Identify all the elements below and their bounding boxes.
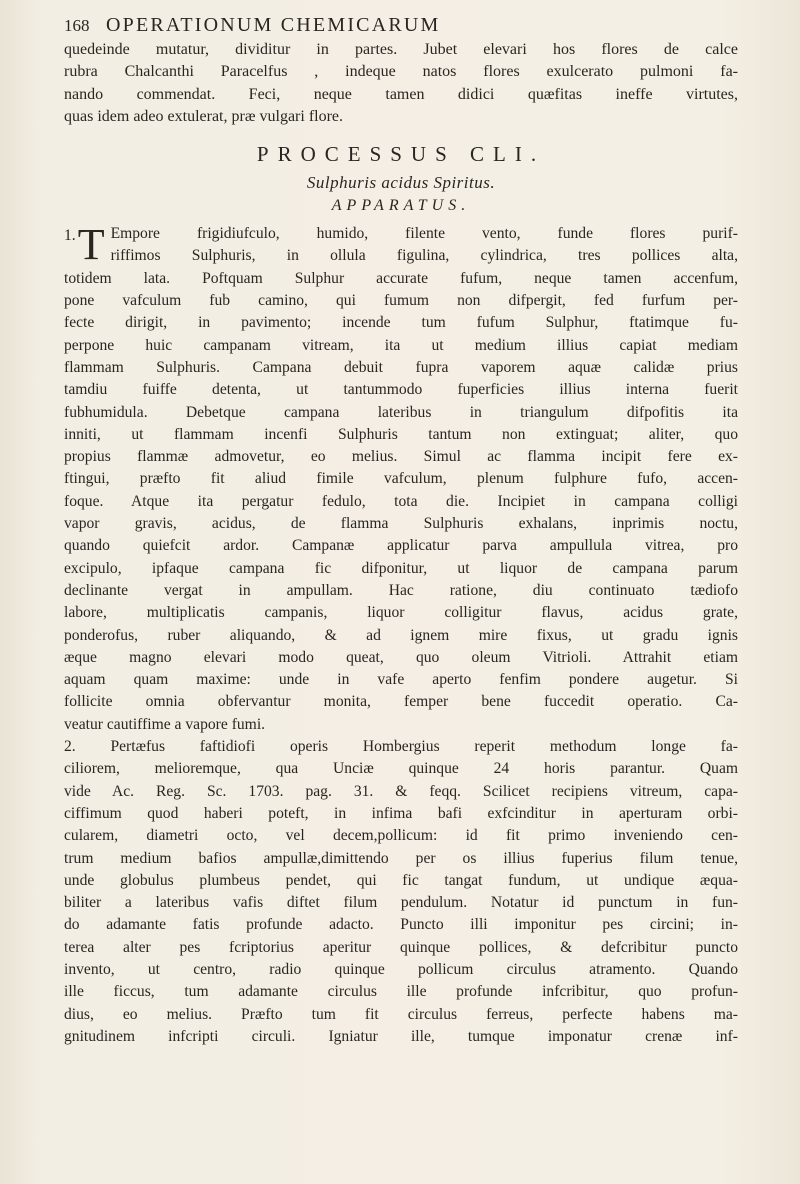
drop-cap: T (77, 220, 105, 270)
text-line: riffimos Sulphuris, in ollula figulina, cylindrica, tres pollices alta, (110, 247, 738, 265)
text-line: do adamante fatis profunde adacto. Puncto illi imponitur pes circini; in- (64, 916, 738, 934)
text-line: fubhumidula. Debetque campana lateribus in triangulum difpofitis ita (64, 403, 738, 421)
text-line: pone vafculum fub camino, qui fumum non difpergit, fed furfum per- (64, 292, 738, 310)
text-line: 2. Pertæfus faftidiofi operis Hombergius reperit methodum longe fa- (64, 738, 738, 756)
process-subtitle: Sulphuris acidus Spiritus. (306, 173, 496, 193)
text-line: totidem lata. Poftquam Sulphur accurate fufum, neque tamen accenfum, (64, 269, 738, 287)
text-line: quando quiefcit ardor. Campanæ applicatur parva ampullula vitrea, pro (64, 537, 738, 555)
text-line: rubra Chalcanthi Paracelfus , indeque natos flores exulcerato pulmoni fa- (64, 63, 738, 81)
apparatus-heading: APPARATUS. (331, 197, 471, 215)
text-line: dius, eo melius. Præfto tum fit circulus ferreus, perfecte habens ma- (64, 1005, 738, 1023)
text-line: perpone huic campanam vitream, ita ut medium illius capiat mediam (64, 336, 738, 354)
text-line: invento, ut centro, radio quinque pollicum circulus atramento. Quando (64, 960, 738, 978)
text-line: veatur cautiffime a vapore fumi. (64, 715, 266, 733)
text-line: biliter a lateribus vafis diftet filum pendulum. Notatur id punctum in fun- (64, 894, 738, 912)
page-number: 168 (64, 16, 90, 35)
section-1 (64, 220, 738, 738)
running-head (64, 14, 738, 37)
text-line: Empore frigidiufculo, humido, filente vento, funde flores purif- (110, 225, 738, 243)
intro-paragraph (64, 41, 738, 130)
text-line: æque magno elevari modo queat, quo oleum Vitrioli. Attrahit etiam (64, 648, 738, 666)
section-number: 1. (64, 227, 76, 245)
text-line: flammam Sulphuris. Campana debuit fupra vaporem aquæ calidæ prius (64, 358, 738, 376)
process-title: PROCESSUS CLI. (256, 142, 546, 167)
section-2 (64, 738, 738, 1050)
text-line: declinante vergat in ampullam. Hac ratione, diu continuato tædiofo (64, 581, 738, 599)
text-line: ftingui, præfto fit aliud fimile vafculum, plenum fulphure fufo, accen- (64, 470, 738, 488)
text-line: trum medium bafios ampullæ,dimittendo per os illius fuperius filum tenue, (64, 849, 738, 867)
text-line: ille ficcus, tum adamante circulus ille profunde infcribitur, quo profun- (64, 983, 738, 1001)
running-title: OPERATIONUM CHEMICARUM (106, 14, 441, 36)
text-line: cularem, diametri octo, vel decem,pollicum: id fit primo inveniendo cen- (64, 827, 738, 845)
text-line: gnitudinem infcripti circuli. Igniatur ille, tumque imponatur crenæ inf- (64, 1027, 738, 1045)
text-line: vapor gravis, acidus, de flamma Sulphuris exhalans, inprimis noctu, (64, 515, 738, 533)
text-line: ponderofus, ruber aliquando, & ad ignem mire fixus, ut gradu ignis (64, 626, 738, 644)
text-line: nando commendat. Feci, neque tamen didici quæfitas ineffe virtutes, (64, 85, 738, 103)
text-line: inniti, ut flammam incenfi Sulphuris tantum non extinguat; aliter, quo (64, 425, 738, 443)
text-line: quas idem adeo extulerat, præ vulgari flore. (64, 107, 344, 125)
text-line: quedeinde mutatur, dividitur in partes. Jubet elevari hos flores de calce (64, 41, 738, 58)
text-line: terea alter pes fcriptorius aperitur quinque pollices, & defcribitur puncto (64, 938, 738, 956)
text-line: vide Ac. Reg. Sc. 1703. pag. 31. & feqq. Scilicet recipiens vitreum, capa- (64, 782, 738, 800)
text-line: excipulo, ipfaque campana fic difponitur, ut liquor de campana parum (64, 559, 738, 577)
text-line: fecte dirigit, in pavimento; incende tum fufum Sulphur, ftatimque fu- (64, 314, 738, 332)
text-line: propius flammæ admovetur, eo melius. Simul ac flamma incipit fere ex- (64, 448, 738, 466)
text-line: aquam quam maxime: unde in vafe aperto fenfim pondere augetur. Si (64, 671, 738, 689)
text-line: foque. Atque ita pergatur fedulo, tota die. Incipiet in campana colligi (64, 492, 738, 510)
text-line: ciffimum quod haberi poteft, in infima bafi exfcinditur in aperturam orbi- (64, 804, 738, 822)
text-line: follicite omnia obfervantur monita, femper bene fuccedit operatio. Ca- (64, 693, 738, 711)
text-line: tamdiu fuiffe detenta, ut tantummodo fuperficies illius interna fuerit (64, 381, 738, 399)
text-line: unde globulus plumbeus pendet, qui fic tangat fundum, ut undique æqua- (64, 871, 738, 889)
text-line: ciliorem, melioremque, qua Unciæ quinque 24 horis parantur. Quam (64, 760, 738, 778)
text-line: labore, multiplicatis campanis, liquor colligitur flavus, acidus grate, (64, 604, 738, 622)
section-1-first-lines (64, 220, 738, 270)
